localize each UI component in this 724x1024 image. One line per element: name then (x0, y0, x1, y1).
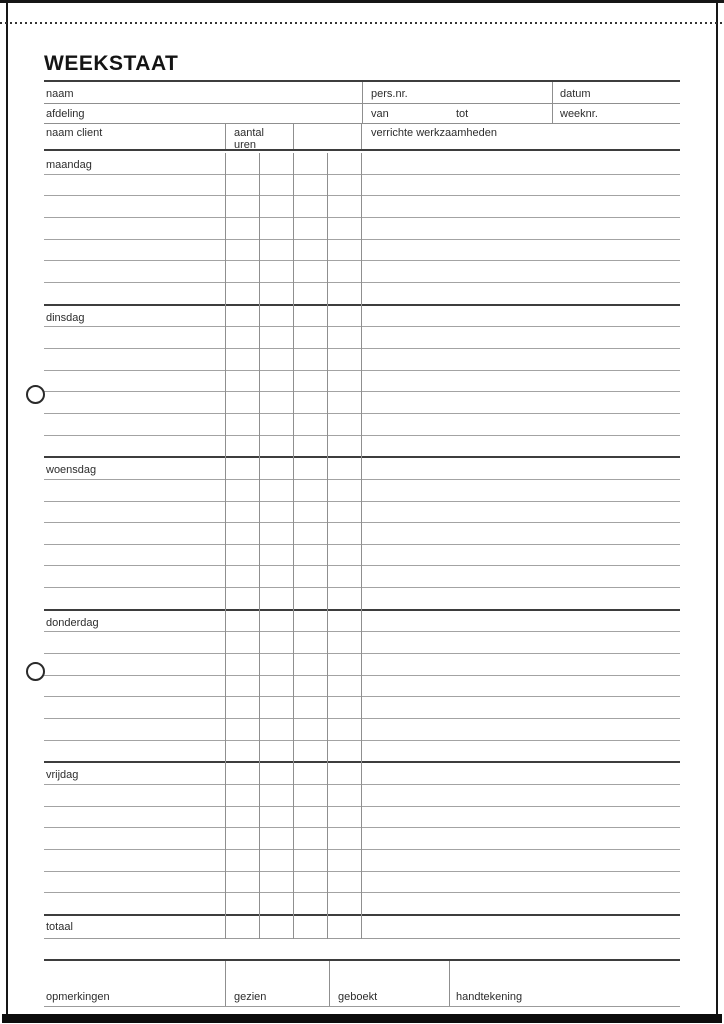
column-header-row (44, 124, 680, 151)
writing-line-row (44, 306, 680, 328)
opmerkingen-label: opmerkingen (46, 991, 110, 1003)
writing-line-row (44, 283, 680, 304)
writing-line-row (44, 261, 680, 283)
day-section-woensdag (44, 458, 680, 611)
pers-nr-field (362, 82, 552, 103)
handtekening-field (449, 961, 680, 1006)
writing-line-row (44, 371, 680, 393)
writing-line-row (44, 414, 680, 436)
gezien-field (225, 961, 329, 1006)
verrichte-werkzaamheden-label: verrichte werkzaamheden (371, 127, 497, 139)
opmerkingen-field (44, 961, 225, 1006)
header-row-1 (44, 82, 680, 104)
writing-line-row (44, 676, 680, 698)
day-section-dinsdag (44, 306, 680, 459)
naam-client-label: naam client (46, 127, 103, 139)
writing-line-row (44, 196, 680, 218)
naam-label: naam (46, 88, 74, 100)
verrichte-werkzaamheden-column-header (361, 124, 680, 149)
writing-line-row (44, 218, 680, 240)
day-label-maandag: maandag (46, 159, 92, 171)
day-grid (44, 153, 680, 939)
hours-column-divider-3 (293, 153, 294, 939)
day-section-vrijdag (44, 763, 680, 916)
afdeling-label: afdeling (46, 108, 85, 120)
weeknr-field (552, 104, 680, 123)
writing-line-row (44, 566, 680, 588)
page-bottom-bar (2, 1014, 722, 1023)
writing-line-row (44, 741, 680, 762)
writing-line-row (44, 893, 680, 914)
handtekening-label: handtekening (456, 991, 523, 1003)
punch-hole-top (26, 385, 45, 404)
writing-line-row (44, 327, 680, 349)
writing-line-row (44, 392, 680, 414)
writing-line-row (44, 436, 680, 457)
hours-column-divider-2 (259, 153, 260, 939)
writing-line-row (44, 458, 680, 480)
naam-client-column-header (44, 124, 225, 149)
perforation-dotted-line (0, 22, 724, 24)
day-label-donderdag: donderdag (46, 616, 99, 629)
writing-line-row (44, 697, 680, 719)
aantal-uren-column-header (225, 124, 293, 149)
day-section-maandag (44, 153, 680, 306)
totaal-label: totaal (46, 920, 73, 933)
writing-line-row (44, 850, 680, 872)
writing-line-row (44, 611, 680, 633)
day-label-vrijdag: vrijdag (46, 769, 79, 782)
writing-line-row (44, 153, 680, 175)
writing-line-row (44, 349, 680, 371)
writing-line-row (44, 632, 680, 654)
writing-line-row (44, 763, 680, 785)
page-border-left (6, 2, 8, 1014)
blank-column-header (293, 124, 361, 149)
writing-line-row (44, 240, 680, 262)
totaal-row (44, 916, 680, 939)
hours-column-divider-5 (361, 153, 362, 939)
writing-line-row (44, 175, 680, 197)
hours-column-divider-4 (327, 153, 328, 939)
afdeling-field (44, 104, 362, 123)
header-table (44, 80, 680, 151)
writing-line-row (44, 545, 680, 567)
day-label-woensdag: woensdag (46, 464, 97, 477)
writing-line-row (44, 785, 680, 807)
datum-label: datum (560, 88, 591, 100)
datum-field (552, 82, 680, 103)
writing-line-row (44, 807, 680, 829)
pers-nr-label: pers.nr. (371, 88, 408, 100)
footer-strip (44, 959, 680, 1007)
gezien-label: gezien (234, 991, 267, 1003)
day-label-dinsdag: dinsdag (46, 311, 85, 324)
writing-line-row (44, 502, 680, 524)
page-title: WEEKSTAAT (44, 52, 179, 75)
hours-column-divider-1 (225, 153, 226, 939)
van-tot-field (362, 104, 552, 123)
punch-hole-bottom (26, 662, 45, 681)
tot-label: tot (456, 108, 469, 120)
writing-line-row (44, 828, 680, 850)
van-label: van (371, 108, 389, 120)
writing-line-row (44, 872, 680, 894)
writing-line-row (44, 588, 680, 609)
day-section-donderdag (44, 611, 680, 764)
aantal-label: aantal (234, 127, 264, 139)
writing-line-row (44, 480, 680, 502)
page-border-right (716, 2, 718, 1014)
geboekt-label: geboekt (338, 991, 378, 1003)
header-row-2 (44, 104, 680, 124)
writing-line-row (44, 654, 680, 676)
naam-field (44, 82, 362, 103)
writing-line-row (44, 719, 680, 741)
writing-line-row (44, 523, 680, 545)
uren-label: uren (234, 139, 257, 151)
page-border-top (0, 0, 724, 3)
geboekt-field (329, 961, 449, 1006)
weeknr-label: weeknr. (560, 108, 598, 120)
